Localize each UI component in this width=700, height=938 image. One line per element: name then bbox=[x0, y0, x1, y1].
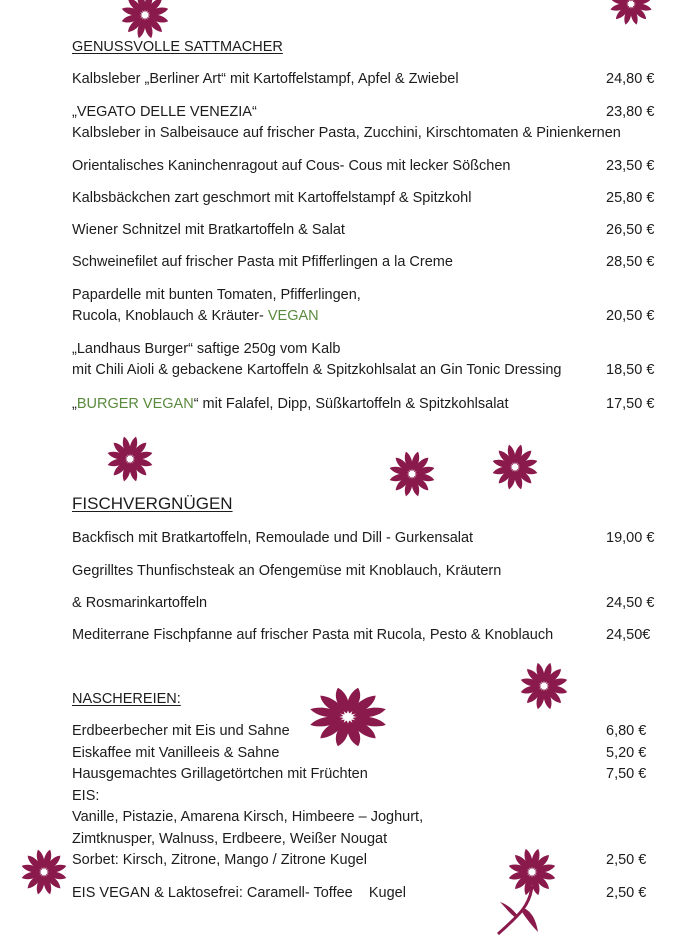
menu-item-text: Kalbsleber in Salbeisauce auf frischer Pasta, Zucchini, Kirschtomaten & Pinienkernen bbox=[72, 125, 621, 141]
vegan-tag: VEGAN bbox=[267, 308, 319, 324]
flower-icon bbox=[118, 0, 172, 42]
menu-item-price: 23,50 € bbox=[606, 158, 655, 174]
menu-item-text: Backfisch mit Bratkartoffeln, Remoulade und Dill - Gurkensalat bbox=[72, 530, 474, 546]
vegan-tag: BURGER VEGAN bbox=[76, 396, 194, 412]
menu-item-price: 18,50 € bbox=[606, 362, 655, 378]
menu-item-text: Zimtknusper, Walnuss, Erdbeere, Weißer Nougat bbox=[72, 831, 388, 847]
menu-item-price: 2,50 € bbox=[606, 885, 647, 901]
menu-item-text: Rucola, Knoblauch & Kräuter- bbox=[72, 308, 268, 324]
menu-item-price: 19,00 € bbox=[606, 530, 655, 546]
menu-item-line1: „Landhaus Burger“ saftige 250g vom Kalb bbox=[72, 341, 341, 357]
menu-item-text: Eiskaffee mit Vanilleeis & Sahne bbox=[72, 745, 280, 761]
flower-icon bbox=[104, 433, 156, 485]
menu-item-name: „VEGATO DELLE VENEZIA“ bbox=[72, 104, 257, 120]
menu-item-text: Schweinefilet auf frischer Pasta mit Pfifferlingen a la Creme bbox=[72, 254, 453, 270]
flower-icon bbox=[489, 441, 541, 493]
flower-icon bbox=[517, 659, 571, 713]
menu-item-text: Erdbeerbecher mit Eis und Sahne bbox=[72, 723, 290, 739]
menu-item-price: 17,50 € bbox=[606, 396, 655, 412]
menu-item-text: Vanille, Pistazie, Amarena Kirsch, Himbeere – Joghurt, bbox=[72, 809, 424, 825]
menu-item-price: 24,80 € bbox=[606, 71, 655, 87]
menu-item-line2 bbox=[72, 308, 319, 324]
menu-item-price: 5,20 € bbox=[606, 745, 647, 761]
open-quote: „ bbox=[72, 396, 77, 412]
flower-icon bbox=[304, 683, 392, 751]
menu-item-text: Mediterrane Fischpfanne auf frischer Pasta mit Rucola, Pesto & Knoblauch bbox=[72, 627, 554, 643]
flower-with-stem-icon bbox=[486, 846, 556, 938]
menu-item-text: Hausgemachtes Grillagetörtchen mit Früchten bbox=[72, 766, 368, 782]
section-title-naschereien: NASCHEREIEN: bbox=[72, 691, 181, 707]
menu-item-price: 24,50€ bbox=[606, 627, 651, 643]
menu-item-text: Kalbsbäckchen zart geschmort mit Kartoffelstampf & Spitzkohl bbox=[72, 190, 472, 206]
menu-item-text: Orientalisches Kaninchenragout auf Cous- Cous mit lecker Sößchen bbox=[72, 158, 511, 174]
menu-item-text: “ mit Falafel, Dipp, Süßkartoffeln & Spitzkohlsalat bbox=[193, 396, 509, 412]
flower-icon bbox=[607, 0, 655, 28]
section-title-fisch: FISCHVERGNÜGEN bbox=[72, 494, 233, 513]
menu-item-price: 20,50 € bbox=[606, 308, 655, 324]
menu-item-text: Wiener Schnitzel mit Bratkartoffeln & Salat bbox=[72, 222, 345, 238]
menu-item-price: 26,50 € bbox=[606, 222, 655, 238]
section-title-sattmacher: GENUSSVOLLE SATTMACHER bbox=[72, 39, 283, 55]
menu-item-price: 7,50 € bbox=[606, 766, 647, 782]
menu-subheading-eis: EIS: bbox=[72, 788, 100, 804]
flower-icon bbox=[18, 846, 70, 898]
menu-item-price: 24,50 € bbox=[606, 595, 655, 611]
menu-item-price: 2,50 € bbox=[606, 852, 647, 868]
menu-item-price: 25,80 € bbox=[606, 190, 655, 206]
menu-item-price: 28,50 € bbox=[606, 254, 655, 270]
menu-item-price: 23,80 € bbox=[606, 104, 655, 120]
menu-item-line2: & Rosmarinkartoffeln bbox=[72, 595, 208, 611]
menu-item-line2: mit Chili Aioli & gebackene Kartoffeln & Spitzkohlsalat an Gin Tonic Dressing bbox=[72, 362, 562, 378]
menu-item-price: 6,80 € bbox=[606, 723, 647, 739]
menu-item-vegan-burger bbox=[72, 396, 509, 412]
flower-icon bbox=[385, 448, 439, 500]
menu-item-line1: Gegrilltes Thunfischsteak an Ofengemüse mit Knoblauch, Kräutern bbox=[72, 563, 502, 579]
menu-item-text: Sorbet: Kirsch, Zitrone, Mango / Zitrone Kugel bbox=[72, 852, 367, 868]
menu-item-text: Kalbsleber „Berliner Art“ mit Kartoffelstampf, Apfel & Zwiebel bbox=[72, 71, 459, 87]
menu-item-line1: Papardelle mit bunten Tomaten, Pfifferlingen, bbox=[72, 287, 361, 303]
menu-item-text: EIS VEGAN & Laktosefrei: Caramell- Toffee Kugel bbox=[72, 885, 406, 901]
